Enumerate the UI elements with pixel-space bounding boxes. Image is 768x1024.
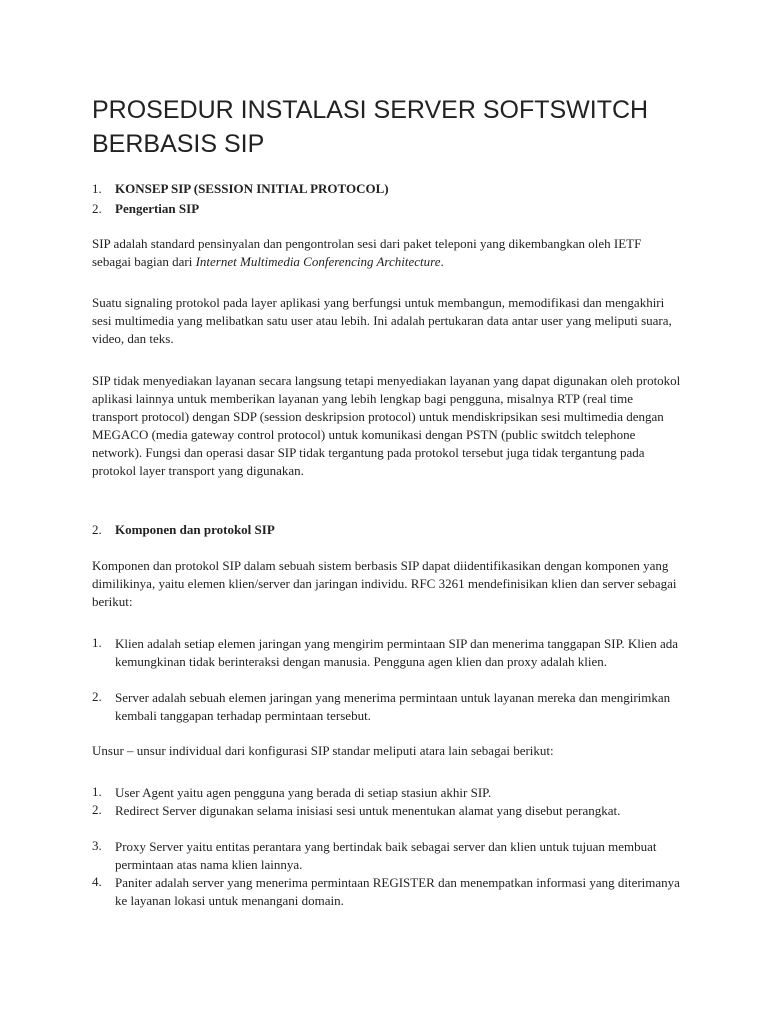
list2-item-2-number: 2. <box>92 802 102 817</box>
paragraph-sip-definition-italic: Internet Multimedia Conferencing Architecture <box>195 254 441 269</box>
list2-item-4-number: 4. <box>92 874 102 889</box>
paragraph-components: Komponen dan protokol SIP dalam sebuah sistem berbasis SIP dapat diidentifikasikan dengan komponen yang dimilikinya, yaitu elemen klien/server dan jaringan individu. RFC 3261 mendefinisikan klien dan server sebagai berikut: <box>92 558 677 609</box>
heading-1-number: 1. <box>92 181 102 196</box>
heading-2-number: 2. <box>92 201 102 216</box>
list2-item-1-number: 1. <box>92 784 102 799</box>
list1-item-1-text: Klien adalah setiap elemen jaringan yang mengirim permintaan SIP dan menerima tanggapan SIP. Klien ada kemungkinan tidak berinteraksi dengan manusia. Pengguna agen klien dan proxy adalah klien. <box>115 636 679 669</box>
paragraph-services: SIP tidak menyediakan layanan secara langsung tetapi menyediakan layanan yang dapat digunakan oleh protokol aplikasi lainnya untuk memberikan layanan yang lebih lengkap bagi pengguna, misalnya RTP (real time transport protocol) dengan SDP (session deskripsion protocol) untuk mendiskripsikan sesi multimedia dengan MEGACO (media gateway control protocol) untuk komunikasi dengan PSTN (public switdch telephone network). Fungsi dan operasi dasar SIP tidak tergantung pada protokol tersebut juga tidak tergantung pada protokol layer transport yang digunakan. <box>92 373 681 478</box>
paragraph-sip-definition-end: . <box>440 254 444 269</box>
list1-item-1-number: 1. <box>92 635 102 650</box>
page-title: PROSEDUR INSTALASI SERVER SOFTSWITCH BERBASIS SIP <box>92 96 649 158</box>
paragraph-sip-definition-text: SIP adalah standard pensinyalan dan pengontrolan sesi dari paket teleponi yang dikembangkan oleh IETF sebagai bagian dari <box>92 236 642 269</box>
heading-konsep-sip: KONSEP SIP (SESSION INITIAL PROTOCOL) <box>115 181 389 196</box>
paragraph-sip-definition <box>92 235 682 271</box>
heading-komponen-sip: Komponen dan protokol SIP <box>115 522 275 537</box>
paragraph-elements: Unsur – unsur individual dari konfigurasi SIP standar meliputi atara lain sebagai berikut: <box>92 743 554 758</box>
list2-item-1-text: User Agent yaitu agen pengguna yang berada di setiap stasiun akhir SIP. <box>115 785 492 800</box>
list2-item-3-number: 3. <box>92 838 102 853</box>
heading-3-number: 2. <box>92 522 102 537</box>
list2-item-3-text: Proxy Server yaitu entitas perantara yang bertindak baik sebagai server dan klien untuk tujuan membuat permintaan atas nama klien lainnya. <box>115 839 657 872</box>
heading-pengertian-sip: Pengertian SIP <box>115 201 200 216</box>
list1-item-2-text: Server adalah sebuah elemen jaringan yang menerima permintaan untuk layanan mereka dan mengirimkan kembali tanggapan terhadap permintaan tersebut. <box>115 690 671 723</box>
list2-item-2-text: Redirect Server digunakan selama inisiasi sesi untuk menentukan alamat yang disebut perangkat. <box>115 803 621 818</box>
list1-item-2-number: 2. <box>92 689 102 704</box>
list2-item-4-text: Paniter adalah server yang menerima permintaan REGISTER dan menempatkan informasi yang diterimanya ke layanan lokasi untuk menangani domain. <box>115 875 680 908</box>
paragraph-signaling: Suatu signaling protokol pada layer aplikasi yang berfungsi untuk membangun, memodifikasi dan mengakhiri sesi multimedia yang melibatkan satu user atau lebih. Ini adalah pertukaran data antar user yang meliputi suara, video, dan teks. <box>92 295 672 346</box>
